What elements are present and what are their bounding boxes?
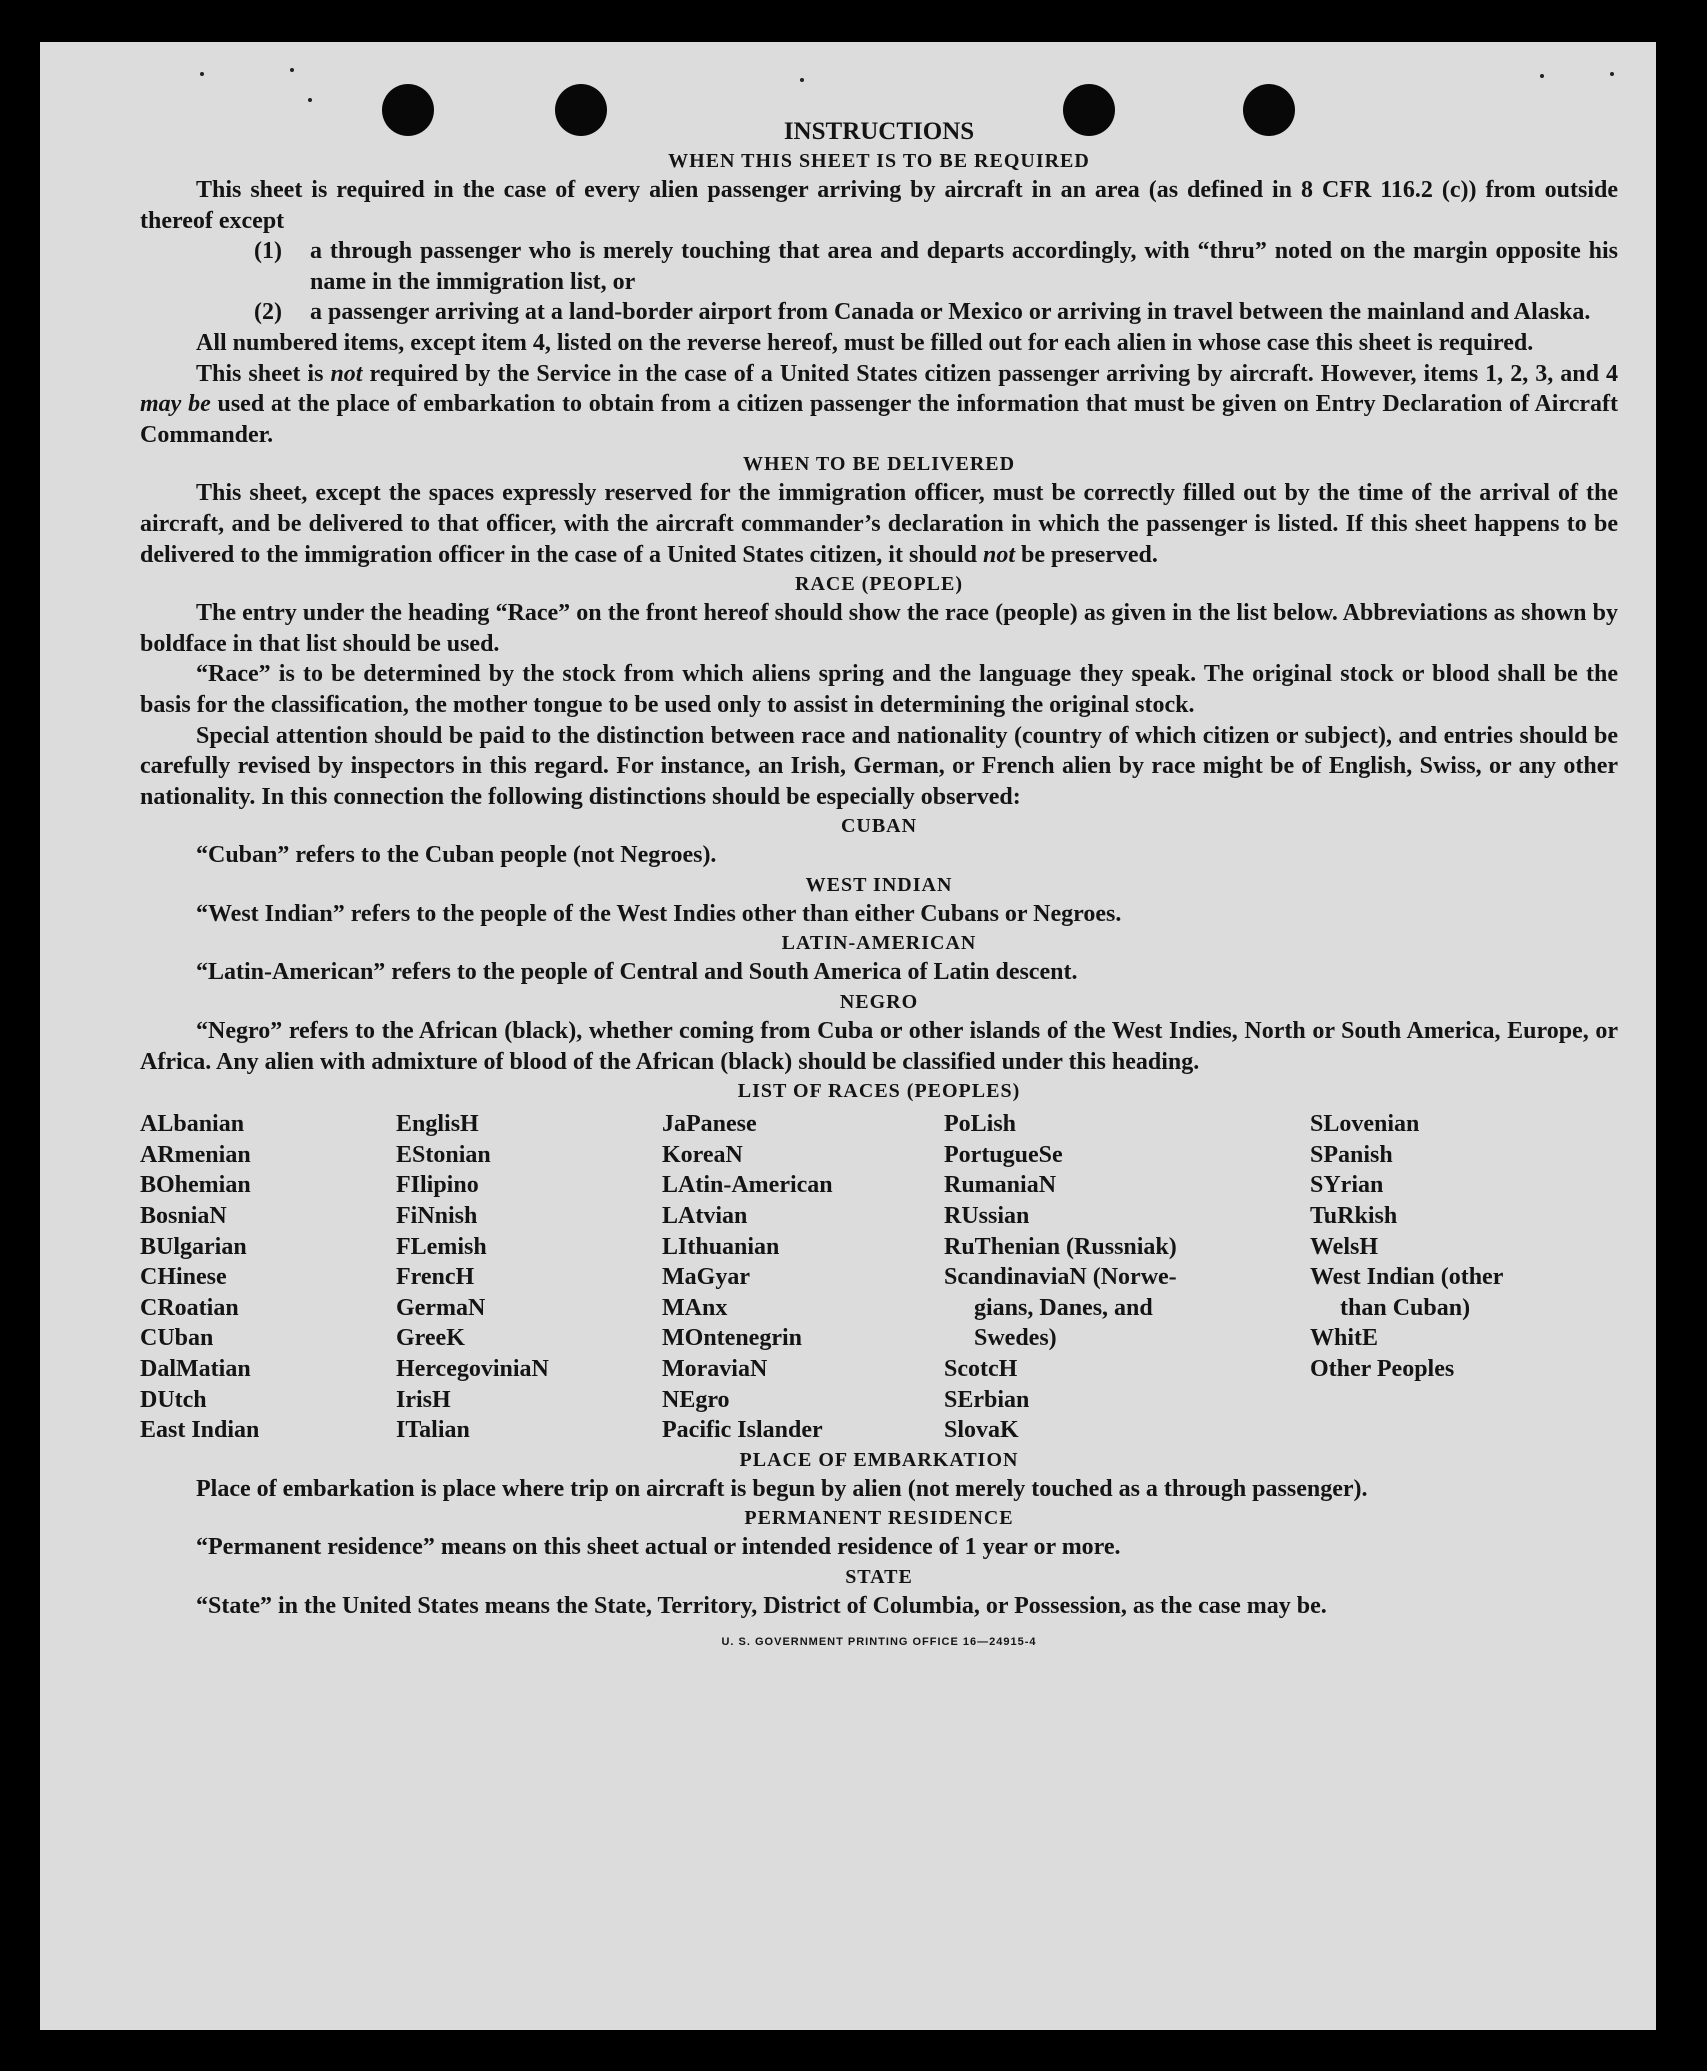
race-entry: SPanish — [1310, 1141, 1393, 1168]
race-entry: FiNnish — [396, 1203, 478, 1230]
race-entry: MaGyar — [662, 1264, 750, 1291]
race-entry: EnglisH — [396, 1111, 479, 1138]
text-run: required by the Service in the case of a United States citizen passenger arriving by aircraft. However, items 1, 2, 3, and 4 — [362, 360, 1618, 387]
race-entry: BosniaN — [140, 1203, 227, 1230]
item-number: (2) — [254, 299, 282, 326]
race-entry: RumaniaN — [944, 1172, 1057, 1199]
section-heading-negro: NEGRO — [839, 991, 919, 1014]
definition-embarkation: Place of embarkation is place where trip on aircraft is begun by alien (not merely touched as a through passenger). — [196, 1475, 1368, 1502]
definition-cuban: “Cuban” refers to the Cuban people (not Negroes). — [196, 842, 717, 869]
race-entry: CHinese — [140, 1264, 227, 1291]
paragraph — [140, 598, 1618, 659]
race-entry: Pacific Islander — [662, 1417, 823, 1444]
item-number: (1) — [254, 238, 282, 265]
section-heading-state: STATE — [845, 1565, 913, 1588]
race-entry: ITalian — [396, 1417, 470, 1444]
race-entry: ScandinaviaN (Norwe- — [944, 1264, 1177, 1291]
text-run: The entry under the heading “Race” on the front hereof should show the race (people) as given in the list below. Abbreviations as shown by — [196, 600, 1618, 627]
race-entry: MOntenegrin — [662, 1325, 802, 1352]
race-entry: JaPanese — [662, 1111, 757, 1138]
section-heading-delivered: WHEN TO BE DELIVERED — [742, 453, 1016, 476]
race-entry: LAtvian — [662, 1203, 748, 1230]
race-entry: SYrian — [1310, 1172, 1384, 1199]
list-item — [254, 297, 1618, 328]
speck — [1540, 74, 1544, 78]
emphasis: may be — [140, 391, 211, 418]
paragraph: “Race” is to be determined by the stock from which aliens spring and the language they speak. The original stock or blood shall be the basis for the classification, the mother tongue to be used only to assist in determining the original stock. — [140, 661, 1618, 718]
race-entry: TuRkish — [1310, 1203, 1398, 1230]
races-column — [396, 1109, 662, 1446]
race-entry: GermaN — [396, 1294, 486, 1321]
section-heading-latin-american: LATIN-AMERICAN — [781, 932, 977, 955]
race-entry: WhitE — [1310, 1325, 1379, 1352]
race-entry: LIthuanian — [662, 1233, 780, 1260]
race-entry: MAnx — [662, 1294, 728, 1321]
boldface-word: boldface — [140, 630, 227, 657]
race-entry: KoreaN — [662, 1141, 743, 1168]
section-heading-required: WHEN THIS SHEET IS TO BE REQUIRED — [668, 150, 1090, 172]
definition-negro: “Negro” refers to the African (black), whether coming from Cuba or other islands of the West Indies, North or South America, Europe, or Africa. Any alien with admixture of blood of the African (black) should be classified under this heading. — [140, 1018, 1618, 1075]
text-run: This sheet is — [196, 360, 331, 387]
text-run: used at the place of embarkation to obtain from a citizen passenger the information that must be given on Entry Declaration of Aircraft Commander. — [140, 391, 1618, 448]
race-entry: RuThenian (Russniak) — [944, 1233, 1177, 1260]
race-entry: East Indian — [140, 1417, 260, 1444]
document-page — [40, 42, 1656, 2030]
race-entry: PortugueSe — [944, 1141, 1063, 1168]
race-entry: SLovenian — [1310, 1111, 1420, 1138]
section-heading-embarkation: PLACE OF EMBARKATION — [739, 1448, 1019, 1471]
race-entry: LAtin-American — [662, 1172, 833, 1199]
race-entry: Swedes) — [974, 1325, 1057, 1352]
definition-latin-american: “Latin-American” refers to the people of Central and South America of Latin descent. — [196, 959, 1078, 986]
race-entry: CRoatian — [140, 1294, 239, 1321]
races-list — [140, 1109, 1618, 1446]
race-entry: SlovaK — [944, 1417, 1019, 1444]
race-entry: than Cuban) — [1340, 1294, 1471, 1321]
race-entry: ARmenian — [140, 1141, 251, 1168]
list-item — [254, 236, 1618, 297]
paragraph: Special attention should be paid to the distinction between race and nationality (country of which citizen or subject), and entries should be carefully revised by inspectors in this regard. For instance, an Irish, German, or French alien by race might be of English, Swiss, or any other nationality. In this connection the following distinctions should be especially observed: — [140, 722, 1618, 810]
text-run: This sheet, except the spaces expressly reserved for the immigration officer, must be correctly filled out by the time of the arrival of the aircraft, and be delivered to that officer, with the aircraft commander’s declaration in which the passenger is listed. If this sheet happens to be delivered to the immigration officer in the case of a United States citizen, it should — [140, 480, 1618, 568]
race-entry: HercegoviniaN — [396, 1356, 549, 1382]
race-entry: gians, Danes, and — [974, 1294, 1153, 1321]
paragraph — [140, 478, 1618, 570]
emphasis: not — [330, 360, 363, 387]
section-heading-west-indian: WEST INDIAN — [805, 873, 953, 896]
section-heading-list-of-races: LIST OF RACES (PEOPLES) — [737, 1080, 1021, 1103]
speck — [290, 68, 294, 72]
paragraph — [140, 359, 1618, 451]
race-entry: FIlipino — [396, 1172, 479, 1199]
race-entry: DUtch — [140, 1386, 207, 1413]
races-column — [140, 1109, 396, 1446]
item-text: a passenger arriving at a land-border airport from Canada or Mexico or arriving in travel between the mainland and Alaska. — [310, 299, 1591, 326]
race-entry: SErbian — [944, 1386, 1030, 1413]
section-heading-cuban: CUBAN — [840, 815, 918, 838]
speck — [1610, 72, 1614, 76]
race-entry: FLemish — [396, 1233, 487, 1260]
race-entry: RUssian — [944, 1203, 1030, 1230]
races-column — [1310, 1109, 1610, 1446]
race-entry: GreeK — [396, 1325, 465, 1352]
definition-state: “State” in the United States means the State, Territory, District of Columbia, or Possession, as the case may be. — [196, 1592, 1327, 1619]
race-entry: FrencH — [396, 1264, 475, 1291]
page-title: INSTRUCTIONS — [783, 118, 975, 145]
instructions-content — [140, 118, 1618, 1648]
printer-imprint: U. S. GOVERNMENT PRINTING OFFICE 16—24915-4 — [721, 1635, 1037, 1648]
race-entry: ScotcH — [944, 1356, 1018, 1382]
race-entry: Other Peoples — [1310, 1356, 1455, 1382]
section-heading-race: RACE (PEOPLE) — [795, 573, 963, 596]
race-entry: PoLish — [944, 1111, 1017, 1138]
race-entry: IrisH — [396, 1386, 451, 1413]
emphasis: not — [983, 541, 1016, 568]
definition-residence: “Permanent residence” means on this sheet actual or intended residence of 1 year or more. — [196, 1534, 1121, 1561]
race-entry: EStonian — [396, 1141, 491, 1168]
text-run: in that list should be used. — [226, 630, 500, 657]
paragraph: All numbered items, except item 4, listed on the reverse hereof, must be filled out for each alien in whose case this sheet is required. — [196, 329, 1534, 356]
race-entry: DalMatian — [140, 1356, 251, 1382]
races-column — [662, 1109, 944, 1446]
race-entry: BUlgarian — [140, 1233, 247, 1260]
speck — [200, 72, 204, 76]
item-text: a through passenger who is merely touching that area and departs accordingly, with “thru” noted on the margin opposite his name in the immigration list, or — [310, 238, 1618, 295]
section-heading-residence: PERMANENT RESIDENCE — [744, 1507, 1014, 1530]
paragraph: This sheet is required in the case of every alien passenger arriving by aircraft in an area (as defined in 8 CFR 116.2 (c)) from outside thereof except — [140, 177, 1618, 234]
race-entry: CUban — [140, 1325, 214, 1352]
speck — [800, 78, 804, 82]
race-entry: WelsH — [1310, 1233, 1379, 1260]
text-run: be preserved. — [1015, 541, 1158, 568]
race-entry: MoraviaN — [662, 1356, 768, 1382]
race-entry: BOhemian — [140, 1172, 251, 1199]
races-column — [944, 1109, 1310, 1446]
definition-west-indian: “West Indian” refers to the people of the West Indies other than either Cubans or Negroes. — [196, 900, 1122, 927]
race-entry: NEgro — [662, 1386, 730, 1413]
race-entry: ALbanian — [140, 1111, 245, 1138]
speck — [308, 98, 312, 102]
race-entry: West Indian (other — [1310, 1264, 1504, 1291]
